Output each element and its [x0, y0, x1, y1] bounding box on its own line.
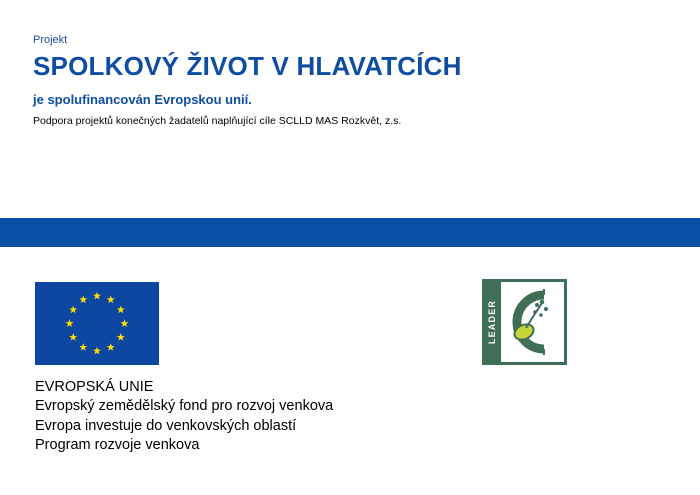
- funding-line-eu: EVROPSKÁ UNIE: [35, 379, 154, 395]
- funding-text: [35, 378, 333, 455]
- funding-line-invest: Evropa investuje do venkovských oblastí: [35, 417, 297, 434]
- funding-line-program: Program rozvoje venkova: [35, 436, 200, 453]
- support-text: Podpora projektů konečných žadatelů naplňující cíle SCLLD MAS Rozkvět, z.s.: [33, 115, 402, 127]
- eu-flag-icon: [35, 282, 159, 365]
- funding-line-fund: Evropský zemědělský fond pro rozvoj venkova: [35, 398, 334, 415]
- leader-logo-text: LEADER: [487, 299, 497, 345]
- cofinancing-subtitle: je spolufinancován Evropskou unií.: [33, 92, 252, 107]
- project-title: SPOLKOVÝ ŽIVOT V HLAVATCÍCH: [33, 51, 462, 81]
- leader-logo-icon: [482, 279, 567, 365]
- blue-band: [0, 218, 700, 247]
- project-label: Projekt: [33, 34, 68, 46]
